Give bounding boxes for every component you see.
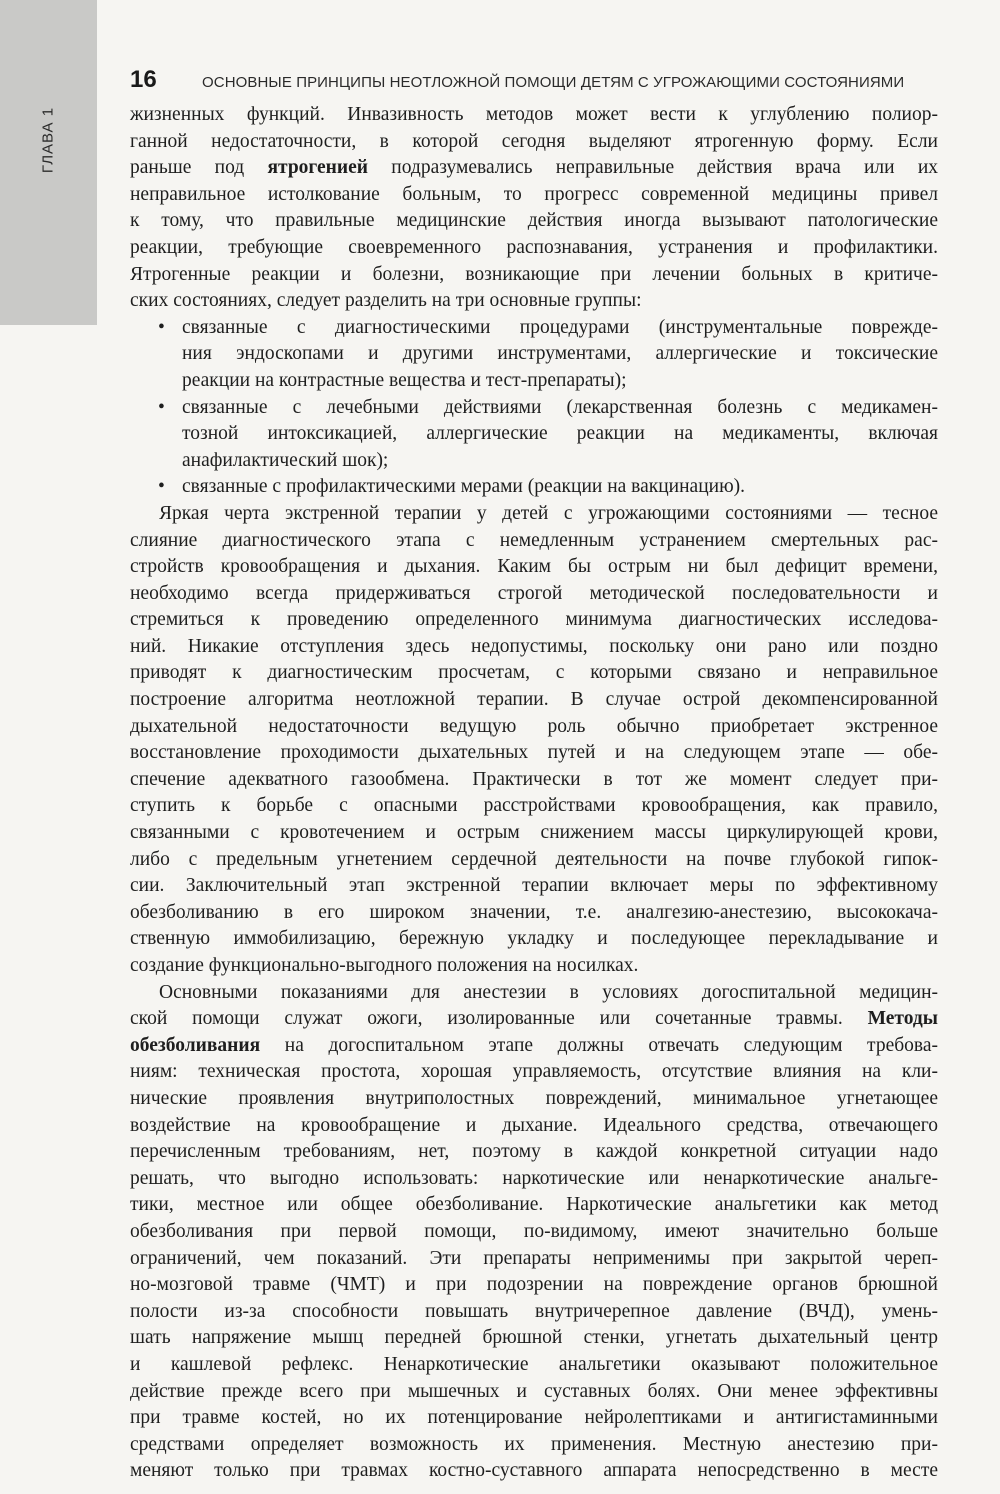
bullet-icon: • [158, 316, 165, 338]
text-line: к тому, что правильные медицинские действия иногда вызывают патологические [130, 210, 938, 232]
text-run: раньше под [130, 157, 268, 179]
text-line: воздействие на кровообращение и дыхание. Идеального средства, отвечающего [130, 1114, 938, 1136]
text-line: спечение адекватного газообмена. Практически в тот же момент следует при- [130, 768, 938, 790]
page-number: 16 [130, 66, 157, 93]
text-line: восстановление проходимости дыхательных путей и на следующем этапе — обе- [130, 742, 938, 764]
list-item [130, 474, 938, 501]
text-line: перечисленным требованиям, нет, поэтому в каждой конкретной ситуации надо [130, 1141, 938, 1163]
text-line: обезболиванию в его широком значении, т.е. аналгезию-анестезию, высококача- [130, 901, 938, 923]
paragraph-1 [130, 102, 938, 315]
text-line: Ятрогенные реакции и болезни, возникающие при лечении больных в критиче- [130, 263, 938, 285]
chapter-tab [0, 0, 97, 325]
text-line: ганной недостаточности, в которой сегодня выделяют ятрогенную форму. Если [130, 130, 938, 152]
list-item [130, 315, 938, 395]
body-text [130, 102, 938, 1485]
text-line: неправильное истолкование больным, то прогресс современной медицины привел [130, 183, 938, 205]
paragraph-2 [130, 501, 938, 980]
list-item [130, 395, 938, 475]
running-title: ОСНОВНЫЕ ПРИНЦИПЫ НЕОТЛОЖНОЙ ПОМОЩИ ДЕТЯМ С УГРОЖАЮЩИМИ СОСТОЯНИЯМИ [202, 74, 905, 91]
text-line: средствами определяет возможность их применения. Местную анестезию при- [130, 1433, 938, 1455]
text-line: обезболивания при первой помощи, по-видимому, имеют значительно больше [130, 1220, 938, 1242]
text-run: связанные с профилактическими мерами (реакции на вакцинацию). [182, 476, 746, 498]
text-line: решать, что выгодно использовать: наркотические или ненаркотические анальге- [130, 1167, 938, 1189]
text-line: нические проявления внутриполостных повреждений, минимальное угнетающее [130, 1087, 938, 1109]
text-line: реакции, требующие своевременного распознавания, устранения и профилактики. [130, 236, 938, 258]
text-line: связанными с кровотечением и острым снижением массы циркулирующей крови, [130, 822, 938, 844]
text-line: Основными показаниями для анестезии в условиях догоспитальной медицин- [159, 981, 938, 1003]
text-line: ственную иммобилизацию, бережную укладку и последующее перекладывание и [130, 928, 938, 950]
text-line: дыхательной недостаточности ведущую роль обычно приобретает экстренное [130, 715, 938, 737]
term-iatrogenia: ятрогенией [267, 157, 369, 179]
text-line: построение алгоритма неотложной терапии. В случае острой декомпенсированной [130, 689, 938, 711]
text-run: ской помощи служат ожоги, изолированные или сочетанные травмы. [130, 1008, 868, 1030]
text-line: стремиться к проведению определенного минимума диагностических исследова- [130, 609, 938, 631]
text-line: шать напряжение мышц передней брюшной стенки, угнетать дыхательный центр [130, 1327, 938, 1349]
text-line: полости из-за способности повышать внутричерепное давление (ВЧД), умень- [130, 1300, 938, 1322]
text-line: ния эндоскопами и другими инструментами, аллергические и токсические [182, 343, 938, 365]
term-anesthesia: обезболивания [130, 1034, 261, 1056]
text-line: ступить к борьбе с опасными расстройствами кровообращения, как правило, [130, 795, 938, 817]
text-line: создание функционально-выгодного положения на носилках. [130, 955, 639, 976]
text-line: тики, местное или общее обезболивание. Наркотические анальгетики как метод [130, 1194, 938, 1216]
text-line: но-мозговой травме (ЧМТ) и при подозрении на повреждение органов брюшной [130, 1274, 938, 1296]
chapter-label: ГЛАВА 1 [39, 106, 57, 174]
text-line: ских состояниях, следует разделить на три основные группы: [130, 290, 642, 312]
text-line: сии. Заключительный этап экстренной терапии включает меры по эффективному [130, 875, 938, 897]
text-run: подразумевались неправильные действия врача или их [368, 157, 939, 179]
text-line [130, 155, 938, 182]
text-run: связанные с лечебными действиями (лекарственная болезнь с медикамен- [182, 396, 938, 418]
text-run: связанные с диагностическими процедурами (инструментальные поврежде- [182, 316, 938, 338]
text-line: жизненных функций. Инвазивность методов может вести к углублению полиор- [130, 104, 938, 125]
text-line [130, 474, 938, 501]
text-line: при травме костей, но их потенцирование нейролептиками и антигистаминными [130, 1407, 938, 1429]
text-line: ний. Никакие отступления здесь недопустимы, поскольку они рано или поздно [130, 635, 938, 657]
running-header [130, 66, 940, 96]
text-line [130, 1033, 938, 1060]
bullet-list [130, 315, 938, 501]
text-line: меняют только при травмах костно-суставного аппарата непосредственно в месте [130, 1460, 938, 1482]
text-line: действие прежде всего при мышечных и суставных болях. Они менее эффективны [130, 1380, 938, 1402]
text-line [130, 395, 938, 422]
text-line: анафилактический шок); [182, 449, 389, 471]
text-line: Яркая черта экстренной терапии у детей с угрожающими состояниями — тесное [159, 502, 938, 524]
bullet-icon: • [158, 396, 165, 418]
text-line [130, 1006, 938, 1033]
text-line: ограничений, чем показаний. Эти препараты неприменимы при закрытой череп- [130, 1247, 938, 1269]
term-methods: Методы [867, 1008, 938, 1030]
text-line: приводят к диагностическим просчетам, с которыми связано и неправильное [130, 662, 938, 684]
text-run: на догоспитальном этапе должны отвечать следующим требова- [260, 1034, 938, 1056]
text-line: слияние диагностического этапа с немедленным устранением смертельных рас- [130, 529, 938, 551]
text-line: и кашлевой рефлекс. Ненаркотические анальгетики оказывают положительное [130, 1353, 938, 1375]
text-line: тозной интоксикацией, аллергические реакции на медикаменты, включая [182, 423, 938, 445]
paragraph-3 [130, 980, 938, 1485]
text-line: стройств кровообращения и дыхания. Каким бы острым ни был дефицит времени, [130, 556, 938, 578]
bullet-icon: • [158, 476, 165, 498]
text-line: либо с предельным угнетением сердечной деятельности на почве глубокой гипок- [130, 848, 938, 870]
text-line: необходимо всегда придерживаться строгой методической последовательности и [130, 582, 938, 604]
text-line [130, 315, 938, 342]
text-line: реакции на контрастные вещества и тест-препараты); [182, 369, 627, 391]
text-line: ниям: техническая простота, хорошая управляемость, отсутствие влияния на кли- [130, 1061, 938, 1083]
